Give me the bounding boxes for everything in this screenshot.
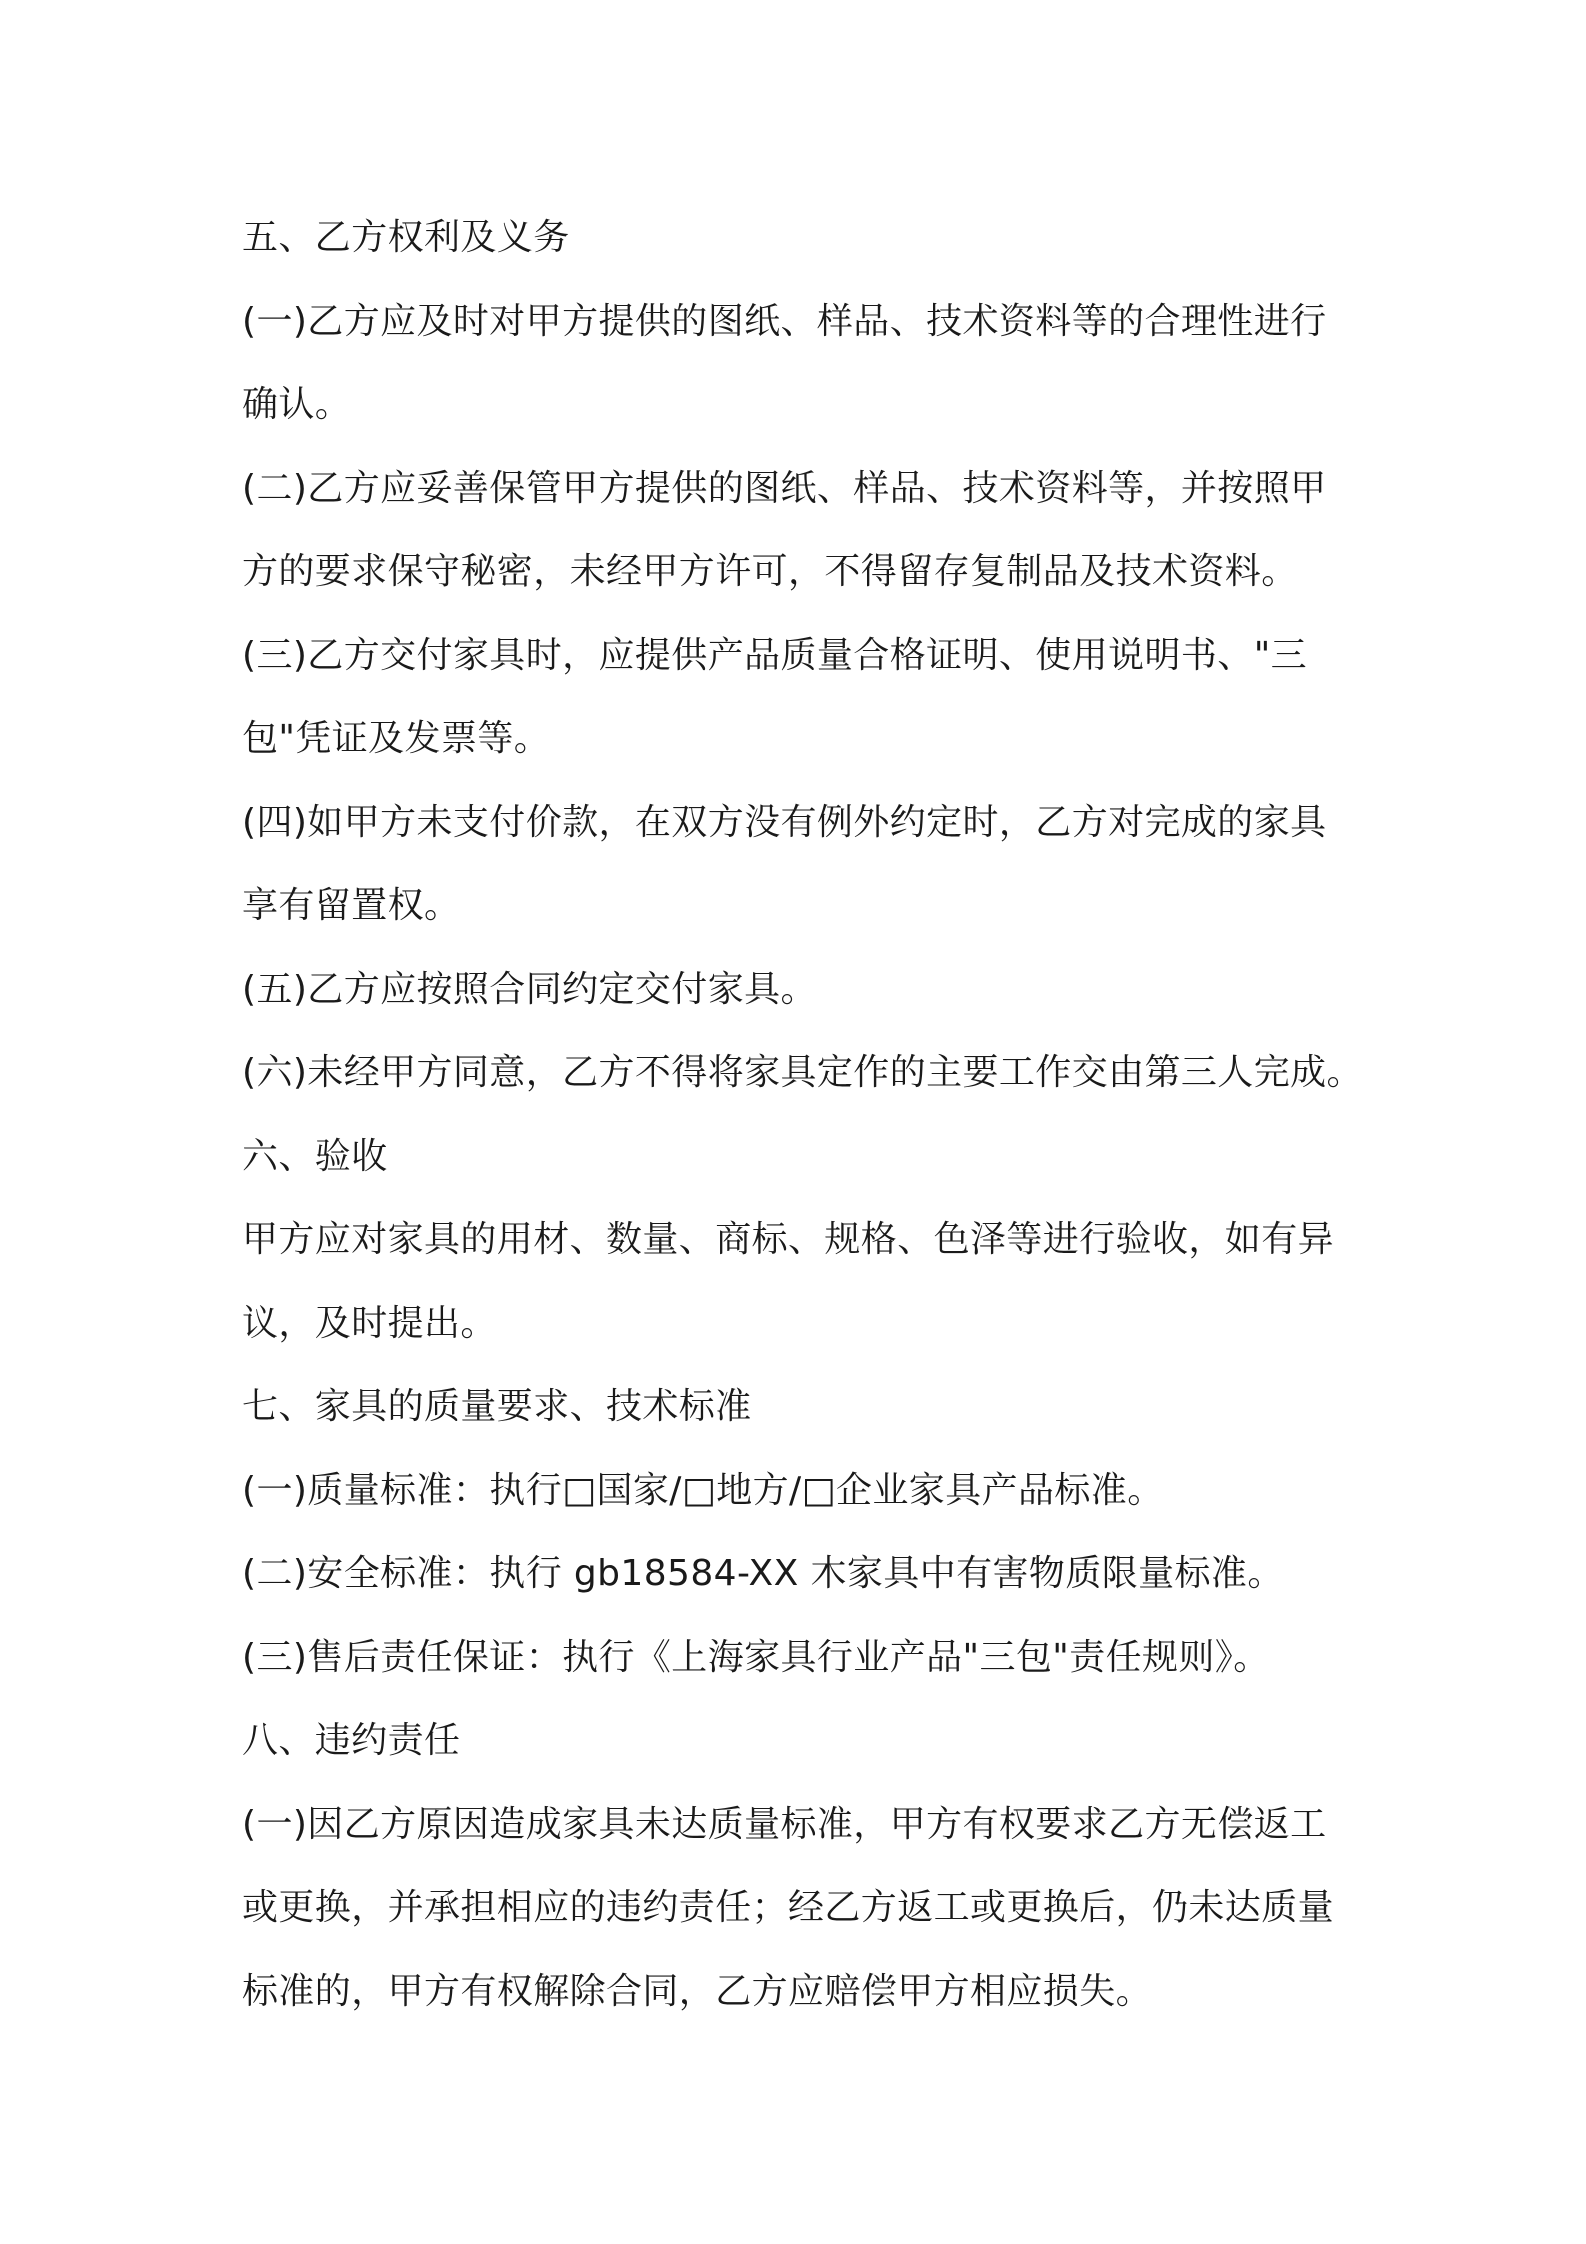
section-heading: 八、违约责任 <box>242 1720 461 1761</box>
paragraph-line: (六)未经甲方同意，乙方不得将家具定作的主要工作交由第三人完成。 <box>242 1052 1363 1093</box>
paragraph-line: (三)售后责任保证：执行《上海家具行业产品"三包"责任规则》。 <box>242 1636 1270 1678</box>
paragraph-line: 确认。 <box>242 384 352 425</box>
paragraph-line: 议，及时提出。 <box>242 1302 497 1344</box>
paragraph-line: (三)乙方交付家具时，应提供产品质量合格证明、使用说明书、"三 <box>242 634 1308 676</box>
paragraph-line: 方的要求保守秘密，未经甲方许可，不得留存复制品及技术资料。 <box>242 551 1298 592</box>
paragraph-line: (一)因乙方原因造成家具未达质量标准，甲方有权要求乙方无偿返工 <box>242 1803 1327 1845</box>
paragraph-line: (一)质量标准：执行□国家/□地方/□企业家具产品标准。 <box>242 1469 1164 1511</box>
paragraph-line: 或更换，并承担相应的违约责任；经乙方返工或更换后，仍未达质量 <box>242 1887 1335 1928</box>
document-body <box>242 196 1402 2033</box>
paragraph-line: 享有留置权。 <box>242 885 461 926</box>
paragraph-line: (四)如甲方未支付价款，在双方没有例外约定时，乙方对完成的家具 <box>242 801 1327 843</box>
paragraph-line: (一)乙方应及时对甲方提供的图纸、样品、技术资料等的合理性进行 <box>242 300 1327 342</box>
paragraph-line: 标准的，甲方有权解除合同，乙方应赔偿甲方相应损失。 <box>242 1970 1153 2012</box>
paragraph-line: (二)乙方应妥善保管甲方提供的图纸、样品、技术资料等，并按照甲 <box>242 467 1327 509</box>
section-heading: 六、验收 <box>242 1135 388 1177</box>
paragraph-line: 包"凭证及发票等。 <box>242 718 551 759</box>
paragraph-line: (五)乙方应按照合同约定交付家具。 <box>242 968 817 1010</box>
paragraph-line: 甲方应对家具的用材、数量、商标、规格、色泽等进行验收，如有异 <box>242 1219 1335 1260</box>
section-heading: 七、家具的质量要求、技术标准 <box>242 1386 752 1427</box>
paragraph-line: (二)安全标准：执行 gb18584-XX 木家具中有害物质限量标准。 <box>242 1553 1284 1594</box>
section-heading: 五、乙方权利及义务 <box>242 217 570 258</box>
